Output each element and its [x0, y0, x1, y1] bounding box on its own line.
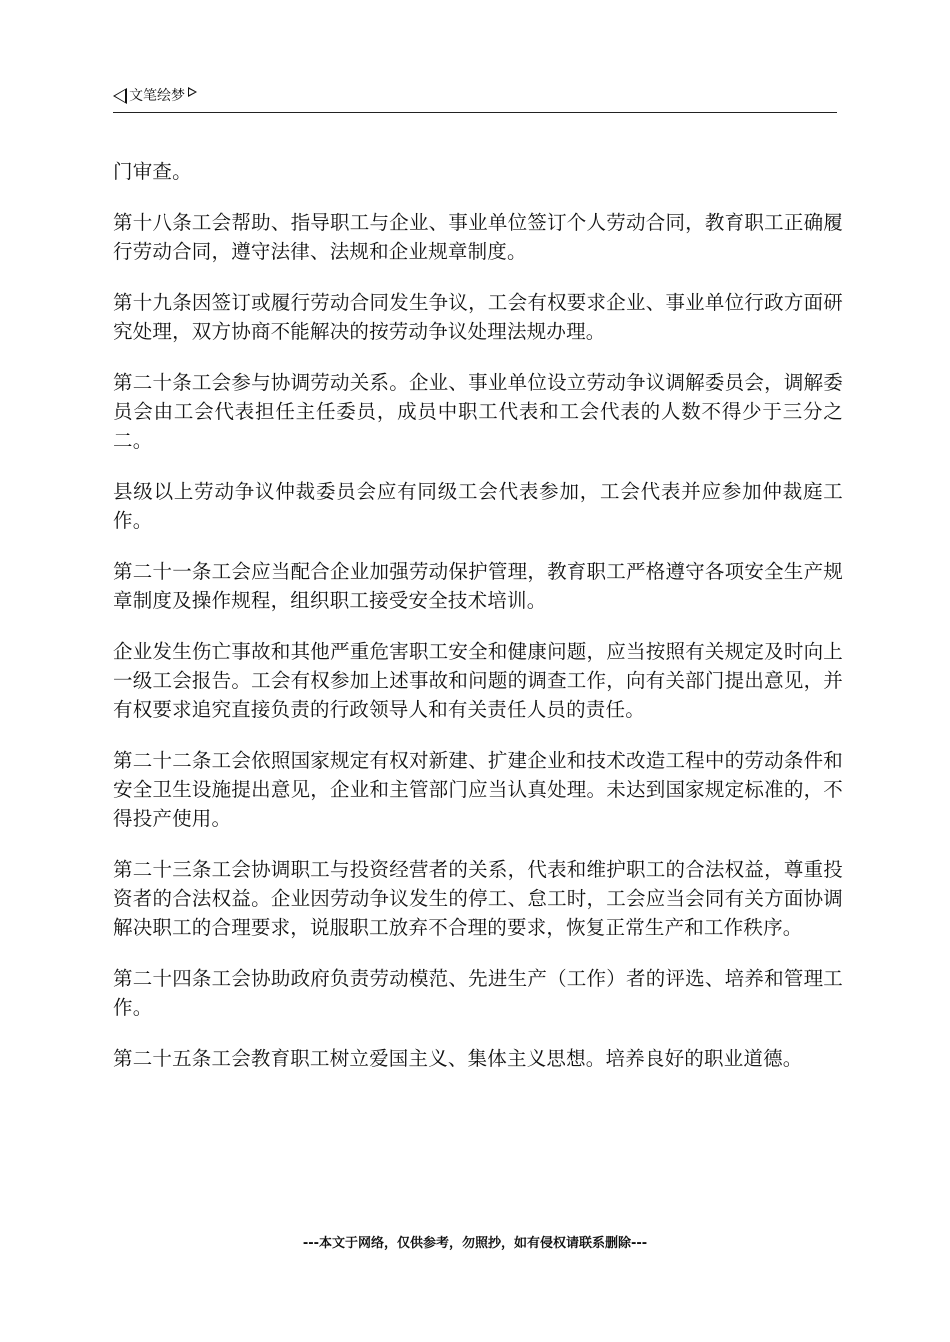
paragraph: 第十八条工会帮助、指导职工与企业、事业单位签订个人劳动合同，教育职工正确履行劳动合同，遵守法律、法规和企业规章制度。 — [113, 211, 843, 263]
page-footer: ---本文于网络，仅供参考，勿照抄，如有侵权请联系删除--- — [302, 1236, 648, 1251]
header-title: 文笔绘梦 — [129, 88, 185, 104]
paragraph: 第二十一条工会应当配合企业加强劳动保护管理，教育职工严格遵守各项安全生产规章制度及操作规程，组织职工接受安全技术培训。 — [113, 560, 843, 612]
triangle-right-icon — [188, 87, 197, 97]
document-body — [113, 157, 843, 1095]
paragraph: 企业发生伤亡事故和其他严重危害职工安全和健康问题，应当按照有关规定及时向上一级工会报告。工会有权参加上述事故和问题的调查工作，向有关部门提出意见，并有权要求追究直接负责的行政领导人和有关责任人员的责任。 — [113, 640, 843, 721]
paragraph: 第二十二条工会依照国家规定有权对新建、扩建企业和技术改造工程中的劳动条件和安全卫生设施提出意见，企业和主管部门应当认真处理。未达到国家规定标准的，不得投产使用。 — [113, 749, 843, 830]
paragraph: 第十九条因签订或履行劳动合同发生争议，工会有权要求企业、事业单位行政方面研究处理，双方协商不能解决的按劳动争议处理法规办理。 — [113, 291, 843, 343]
triangle-left-icon — [113, 88, 127, 104]
paragraph: 第二十三条工会协调职工与投资经营者的关系，代表和维护职工的合法权益，尊重投资者的合法权益。企业因劳动争议发生的停工、怠工时，工会应当会同有关方面协调解决职工的合理要求，说服职工放弃不合理的要求，恢复正常生产和工作秩序。 — [113, 858, 843, 939]
page-header — [113, 86, 837, 113]
paragraph: 第二十五条工会教育职工树立爱国主义、集体主义思想。培养良好的职业道德。 — [113, 1047, 803, 1070]
paragraph: 第二十四条工会协助政府负责劳动模范、先进生产（工作）者的评选、培养和管理工作。 — [113, 967, 843, 1019]
paragraph: 第二十条工会参与协调劳动关系。企业、事业单位设立劳动争议调解委员会，调解委员会由工会代表担任主任委员，成员中职工代表和工会代表的人数不得少于三分之二。 — [113, 371, 843, 452]
header-title-group — [113, 86, 197, 106]
paragraph: 县级以上劳动争议仲裁委员会应有同级工会代表参加，工会代表并应参加仲裁庭工作。 — [113, 480, 843, 532]
paragraph: 门审查。 — [113, 160, 192, 183]
